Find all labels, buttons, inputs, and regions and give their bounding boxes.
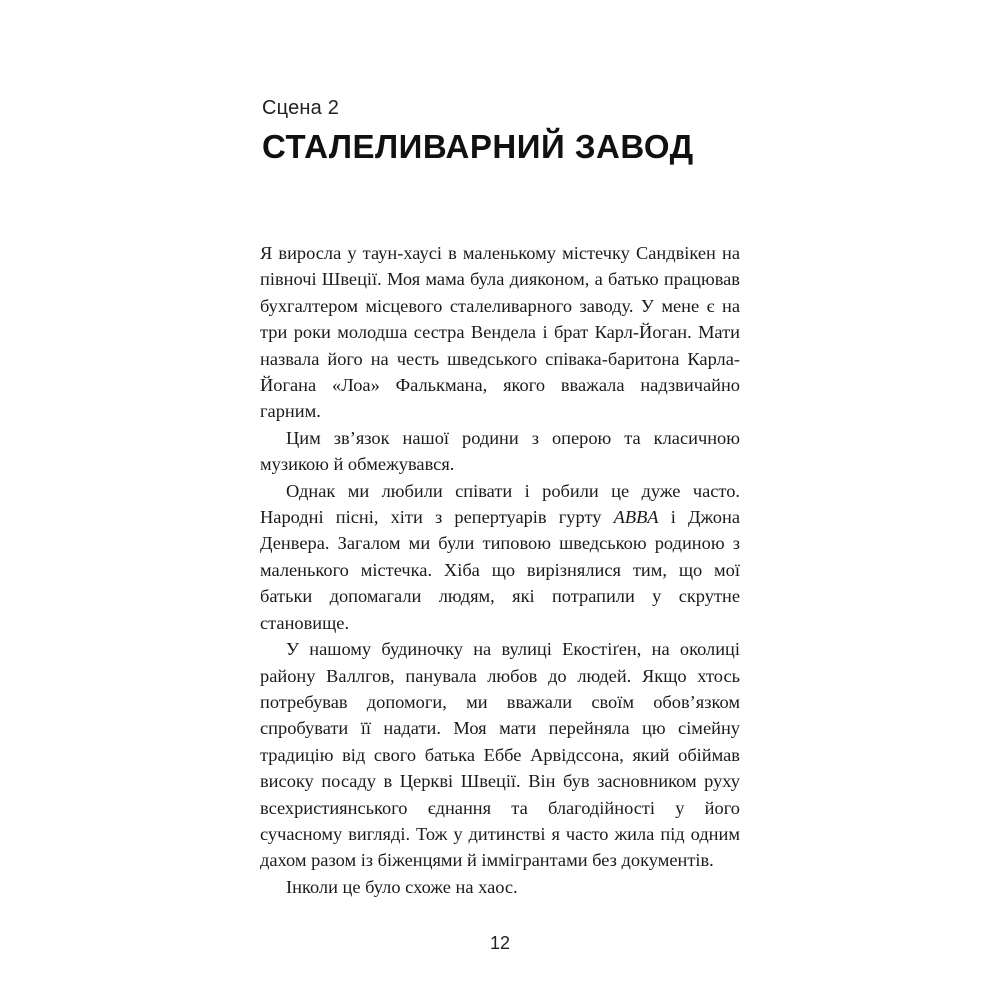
band-name-emphasis: ABBA: [613, 507, 659, 528]
paragraph-5: Інколи це було схоже на хаос.: [286, 876, 518, 897]
body-text: [260, 240, 740, 900]
paragraph-3-before: Однак ми любили співати і робили це дуже часто. Народні пісні, хіти з репертуарів гурту: [260, 480, 740, 528]
paragraph-1: Я виросла у таун-хаусі в маленькому містечку Сандвікен на півночі Швеції. Моя мама була дияконом, а батько працював бухгалтером місцевого сталеливарного заводу. У мене є на три роки молодша сестра Вендела і брат Карл-Йоган. Мати назвала його на честь шведського співака-баритона Карла-Йогана «Лоа» Фалькмана, якого вважала надзвичайно гарним.: [260, 243, 740, 422]
paragraph-4: У нашому будиночку на вулиці Екостіґен, на околиці району Валлгов, панувала любов до людей. Якщо хтось потребував допомоги, ми вважали своїм обов’язком спробувати її надати. Моя мати перейняла цю сімейну традицію від свого батька Еббе Арвідссона, який обіймав високу посаду в Церкві Швеції. Він був засновником руху всехристиянського єднання та благодійності у його сучасному вигляді. Тож у дитинстві я часто жила під одним дахом разом із біженцями й іммігрантами без документів.: [260, 639, 740, 871]
paragraph-2: Цим зв’язок нашої родини з оперою та класичною музикою й обмежувався.: [260, 427, 740, 475]
scene-label: Сцена 2: [262, 97, 340, 119]
page-number: 12: [489, 933, 511, 953]
paragraph-3-after: і Джона Денвера. Загалом ми були типовою шведською родиною з маленького містечка. Хіба що вирізнялися тим, що мої батьки допомагали людям, які потрапили у скрутне становище.: [260, 507, 740, 633]
chapter-title: СТАЛЕЛИВАРНИЙ ЗАВОД: [262, 128, 694, 165]
paragraph-3: [260, 478, 740, 636]
